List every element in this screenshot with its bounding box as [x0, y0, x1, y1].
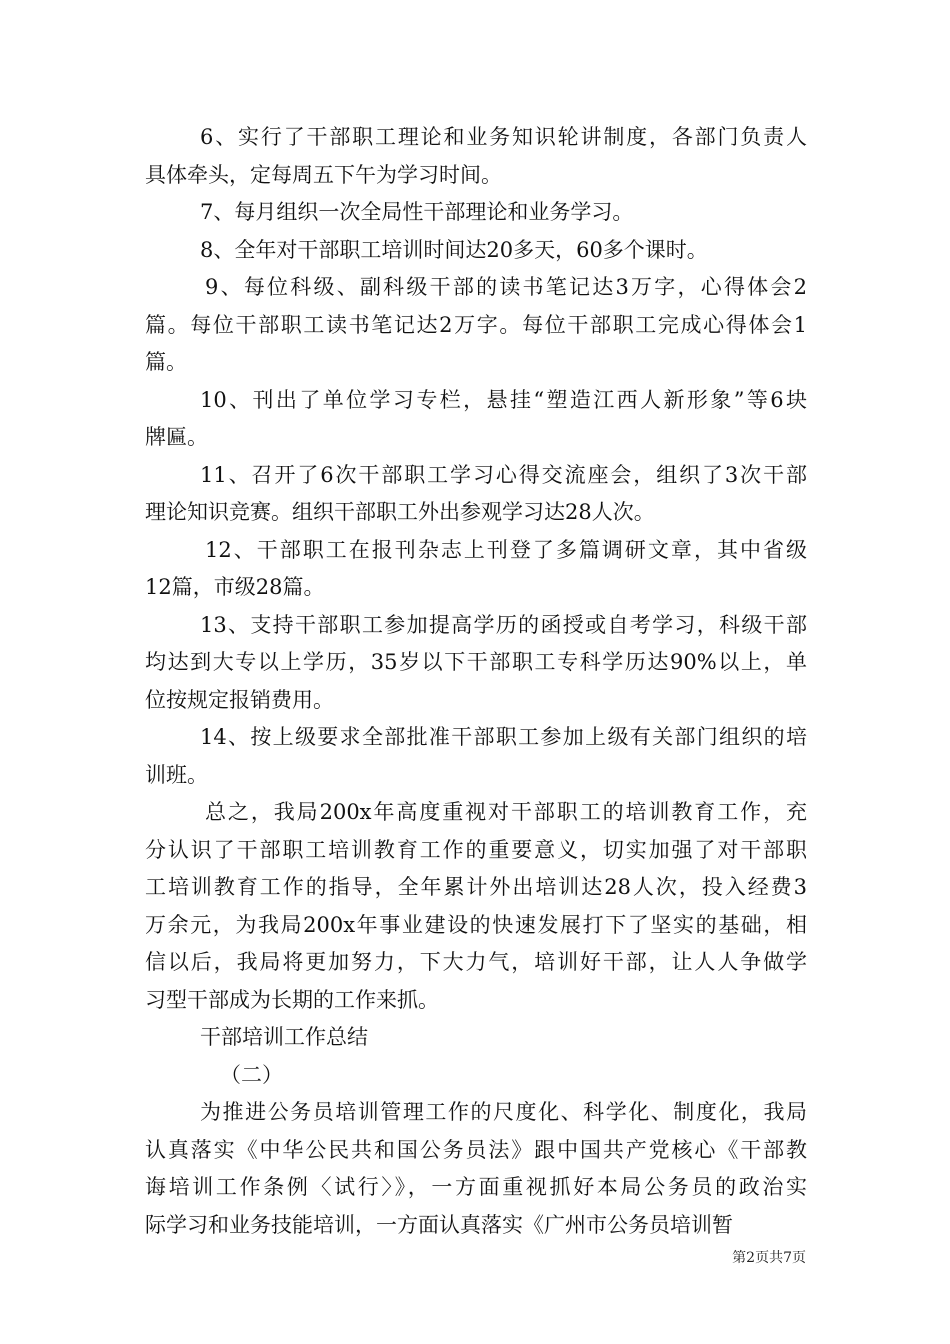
paragraph: [145, 607, 807, 720]
text-line: 为推进公务员培训管理工作的尺度化、科学化、制度化，我局: [200, 1100, 807, 1124]
text-line: 认真落实《中华公民共和国公务员法》跟中国共产党核心《干部教: [145, 1137, 807, 1162]
paragraph: [145, 1019, 807, 1057]
text-line: 诲培训工作条例〈试行〉》，一方面重视抓好本局公务员的政治实: [145, 1175, 807, 1199]
paragraph: [145, 194, 807, 232]
text-line: 际学习和业务技能培训，一方面认真落实《广州市公务员培训暂: [145, 1212, 733, 1237]
paragraph: [145, 269, 807, 382]
paragraph: [145, 382, 807, 457]
text-line: 均达到大专以上学历，35岁以下干部职工专科学历达90%以上，单: [145, 650, 807, 674]
paragraph: [145, 719, 807, 794]
paragraph: [145, 1057, 807, 1095]
document-body: [145, 119, 807, 1244]
text-line: 信以后，我局将更加努力，下大力气，培训好干部，让人人争做学: [145, 950, 807, 974]
text-line: 13、支持干部职工参加提高学历的函授或自考学习，科级干部: [200, 612, 807, 637]
text-line: 11、召开了6次干部职工学习心得交流座会，组织了3次干部: [200, 462, 807, 487]
text-line: 训班。: [145, 762, 208, 787]
text-line: 干部培训工作总结: [200, 1025, 368, 1049]
paragraph: [145, 1094, 807, 1244]
paragraph: [145, 119, 807, 194]
text-line: 篇。: [145, 350, 187, 374]
text-line: 10、刊出了单位学习专栏，悬挂“塑造江西人新形象”等6块: [200, 387, 807, 412]
text-line: 工培训教育工作的指导，全年累计外出培训达28人次，投入经费3: [145, 875, 807, 899]
text-line: 9、每位科级、副科级干部的读书笔记达3万字，心得体会2: [205, 275, 807, 299]
text-line: （二）: [220, 1062, 283, 1087]
text-line: 分认识了干部职工培训教育工作的重要意义，切实加强了对干部职: [145, 837, 807, 862]
text-line: 篇。每位干部职工读书笔记达2万字。每位干部职工完成心得体会1: [145, 312, 807, 337]
text-line: 7、每月组织一次全局性干部理论和业务学习。: [200, 200, 634, 224]
text-line: 万余元，为我局200x年事业建设的快速发展打下了坚实的基础，相: [145, 912, 807, 937]
text-line: 牌匾。: [145, 425, 208, 449]
text-line: 理论知识竞赛。组织干部职工外出参观学习达28人次。: [145, 500, 655, 524]
text-line: 12篇，市级28篇。: [145, 575, 325, 599]
text-line: 12、干部职工在报刊杂志上刊登了多篇调研文章，其中省级: [205, 537, 807, 562]
paragraph: [145, 532, 807, 607]
text-line: 14、按上级要求全部批准干部职工参加上级有关部门组织的培: [200, 725, 807, 749]
paragraph: [145, 457, 807, 532]
text-line: 习型干部成为长期的工作来抓。: [145, 987, 439, 1012]
text-line: 8、全年对干部职工培训时间达20多天，60多个课时。: [200, 237, 708, 262]
text-line: 总之，我局200x年高度重视对干部职工的培训教育工作，充: [205, 800, 807, 824]
text-line: 6、实行了干部职工理论和业务知识轮讲制度，各部门负责人: [200, 125, 807, 149]
paragraph: [145, 794, 807, 1019]
text-line: 具体牵头，定每周五下午为学习时间。: [145, 162, 502, 187]
paragraph: [145, 232, 807, 270]
page-number: 第2页共7页: [732, 1250, 806, 1266]
text-line: 位按规定报销费用。: [145, 687, 334, 712]
